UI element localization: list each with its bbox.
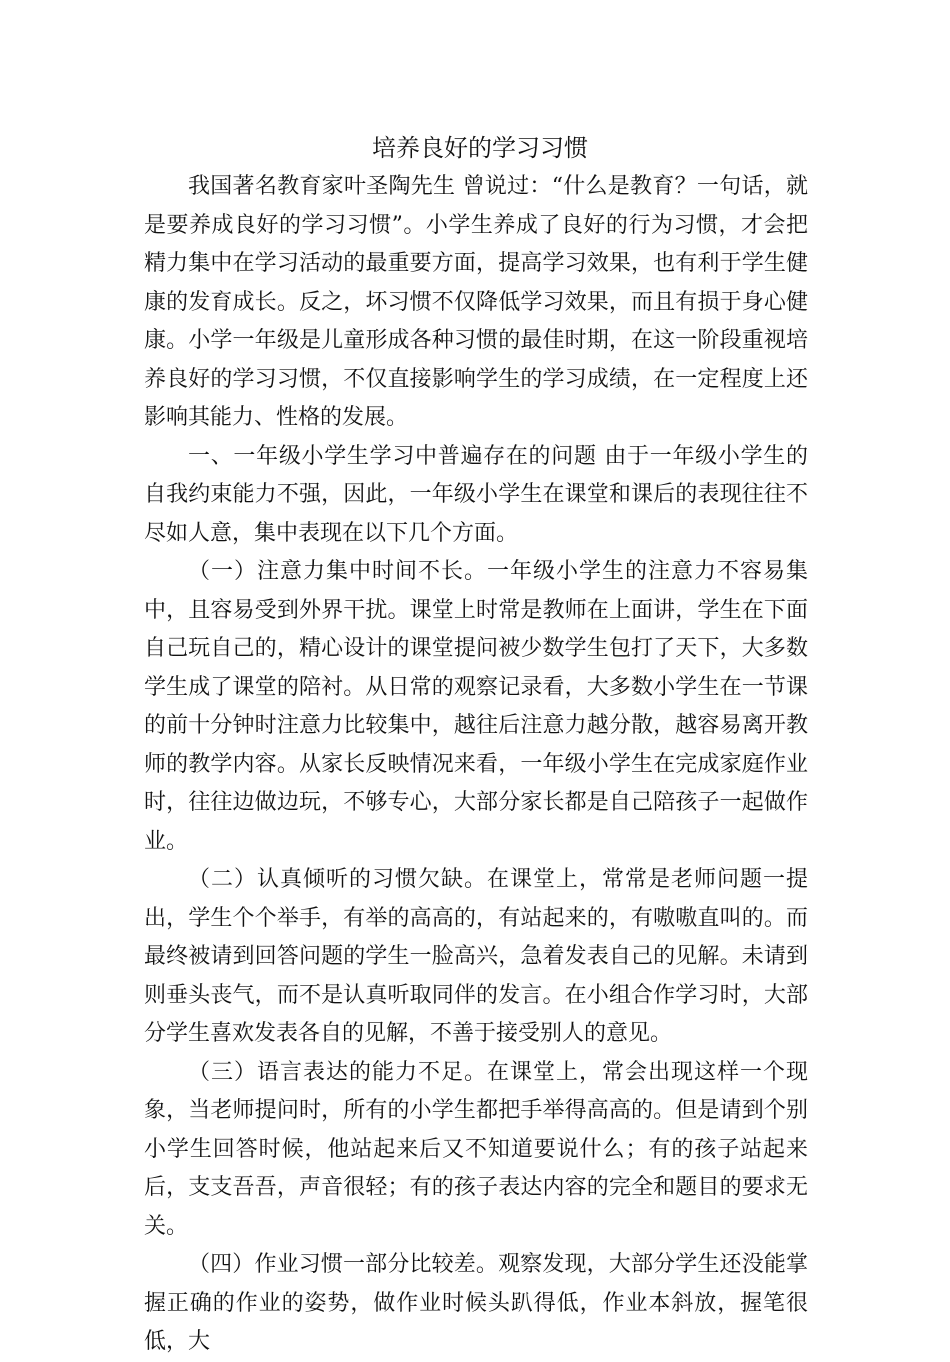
paragraph-homework: （四）作业习惯一部分比较差。观察发现，大部分学生还没能掌握正确的作业的姿势，做作业时候头趴得低，作业本斜放，握笔很低，大 — [144, 1252, 808, 1354]
document-title: 培养良好的学习习惯 — [372, 134, 588, 162]
paragraph-attention: （一）注意力集中时间不长。一年级小学生的注意力不容易集中，且容易受到外界干扰。课堂上时常是教师在上面讲，学生在下面自己玩自己的，精心设计的课堂提问被少数学生包打了天下，大多数学生成了课堂的陪衬。从日常的观察记录看，大多数小学生在一节课的前十分钟时注意力比较集中，越往后注意力越分散，越容易离开教师的教学内容。从家长反映情况来看，一年级小学生在完成家庭作业时，往往边做边玩，不够专心，大部分家长都是自己陪孩子一起做作业。 — [144, 559, 808, 854]
paragraph-intro: 我国著名教育家叶圣陶先生 曾说过：“什么是教育？一句话，就是要养成良好的学习习惯”。小学生养成了良好的行为习惯，才会把精力集中在学习活动的最重要方面，提高学习效果，也有利于学生健康的发育成长。反之，坏习惯不仅降低学习效果，而且有损于身心健康。小学一年级是儿童形成各种习惯的最佳时期，在这一阶段重视培养良好的学习习惯，不仅直接影响学生的学习成绩，在一定程度上还影响其能力、性格的发展。 — [144, 174, 808, 430]
paragraph-listening: （二）认真倾听的习惯欠缺。在课堂上，常常是老师问题一提出，学生个个举手，有举的高高的，有站起来的，有嗷嗷直叫的。而最终被请到回答问题的学生一脸高兴，急着发表自己的见解。未请到则垂头丧气，而不是认真听取同伴的发言。在小组合作学习时，大部分学生喜欢发表各自的见解，不善于接受别人的意见。 — [144, 867, 808, 1046]
paragraph-expression: （三）语言表达的能力不足。在课堂上，常会出现这样一个现象，当老师提问时，所有的小学生都把手举得高高的。但是请到个别小学生回答时候，他站起来后又不知道要说什么；有的孩子站起来后，支支吾吾，声音很轻；有的孩子表达内容的完全和题目的要求无关。 — [144, 1059, 808, 1239]
document-page — [144, 128, 808, 1362]
paragraph-section-one: 一、一年级小学生学习中普遍存在的问题 由于一年级小学生的自我约束能力不强，因此，一年级小学生在课堂和课后的表现往往不尽如人意，集中表现在以下几个方面。 — [144, 443, 808, 546]
